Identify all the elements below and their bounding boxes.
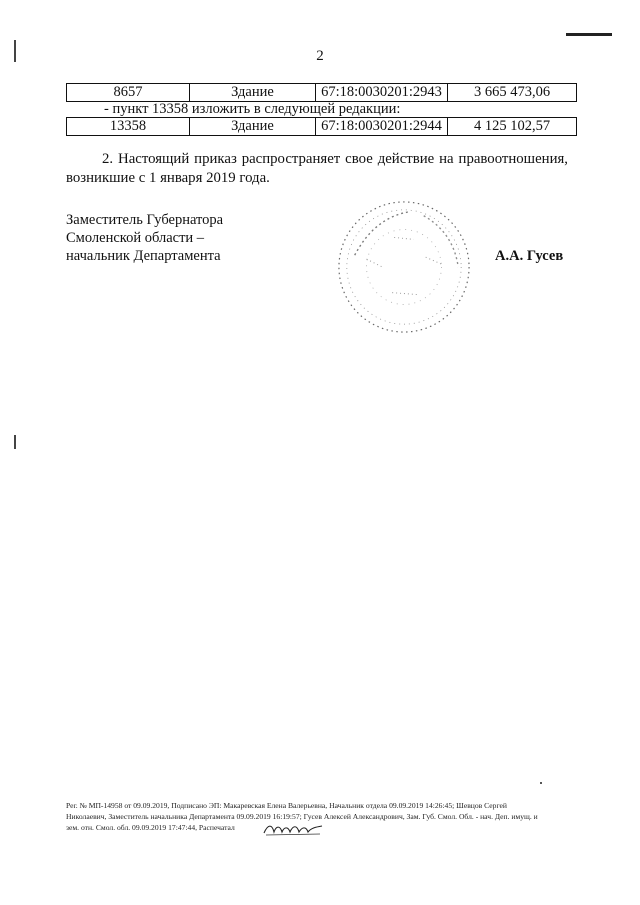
position-line: начальник Департамента [66, 248, 221, 264]
cell-object-type: Здание [190, 84, 316, 102]
cell-cadastral-value: 4 125 102,57 [448, 118, 577, 136]
scan-margin-mark [14, 435, 16, 449]
table-row-1 [66, 83, 577, 102]
paragraph-2-line-2: возникшие с 1 января 2019 года. [66, 170, 270, 186]
page-number: 2 [316, 48, 324, 64]
handwritten-signature [262, 822, 324, 836]
scan-speck [540, 782, 542, 784]
cell-cadastral-number: 67:18:0030201:2943 [316, 84, 448, 102]
table-row-2 [66, 117, 577, 136]
position-line: Смоленской области – [66, 230, 205, 246]
cell-cadastral-number: 67:18:0030201:2944 [316, 118, 448, 136]
paragraph-2-line-1: 2. Настоящий приказ распространяет свое действие на правоотношения, [102, 151, 568, 167]
footer-line: Рег. № МП-14958 от 09.09.2019, Подписано ЭП: Макаревская Елена Валерьевна, Начальник отдела 09.09.2019 14:26:45; Шевцов Сергей [66, 801, 507, 810]
scan-edge-mark [566, 33, 612, 36]
signatory-position [66, 211, 223, 265]
cell-number: 13358 [67, 118, 190, 136]
cell-cadastral-value: 3 665 473,06 [448, 84, 577, 102]
footer-line: Николаевич, Заместитель начальника Департамента 09.09.2019 16:19:57; Гусев Алексей Александрович, Зам. Губ. Смол. Обл. - нач. Деп. имущ. и [66, 812, 538, 821]
official-seal-stamp [335, 198, 473, 336]
registration-footer [66, 800, 561, 833]
position-line: Заместитель Губернатора [66, 212, 224, 228]
amendment-instruction: - пункт 13358 изложить в следующей редакции: [104, 101, 401, 117]
cell-number: 8657 [67, 84, 190, 102]
cell-object-type: Здание [190, 118, 316, 136]
paragraph-2 [66, 150, 568, 188]
signatory-name: А.А. Гусев [495, 248, 564, 264]
footer-line: зем. отн. Смол. обл. 09.09.2019 17:47:44, Распечатал [66, 823, 235, 832]
